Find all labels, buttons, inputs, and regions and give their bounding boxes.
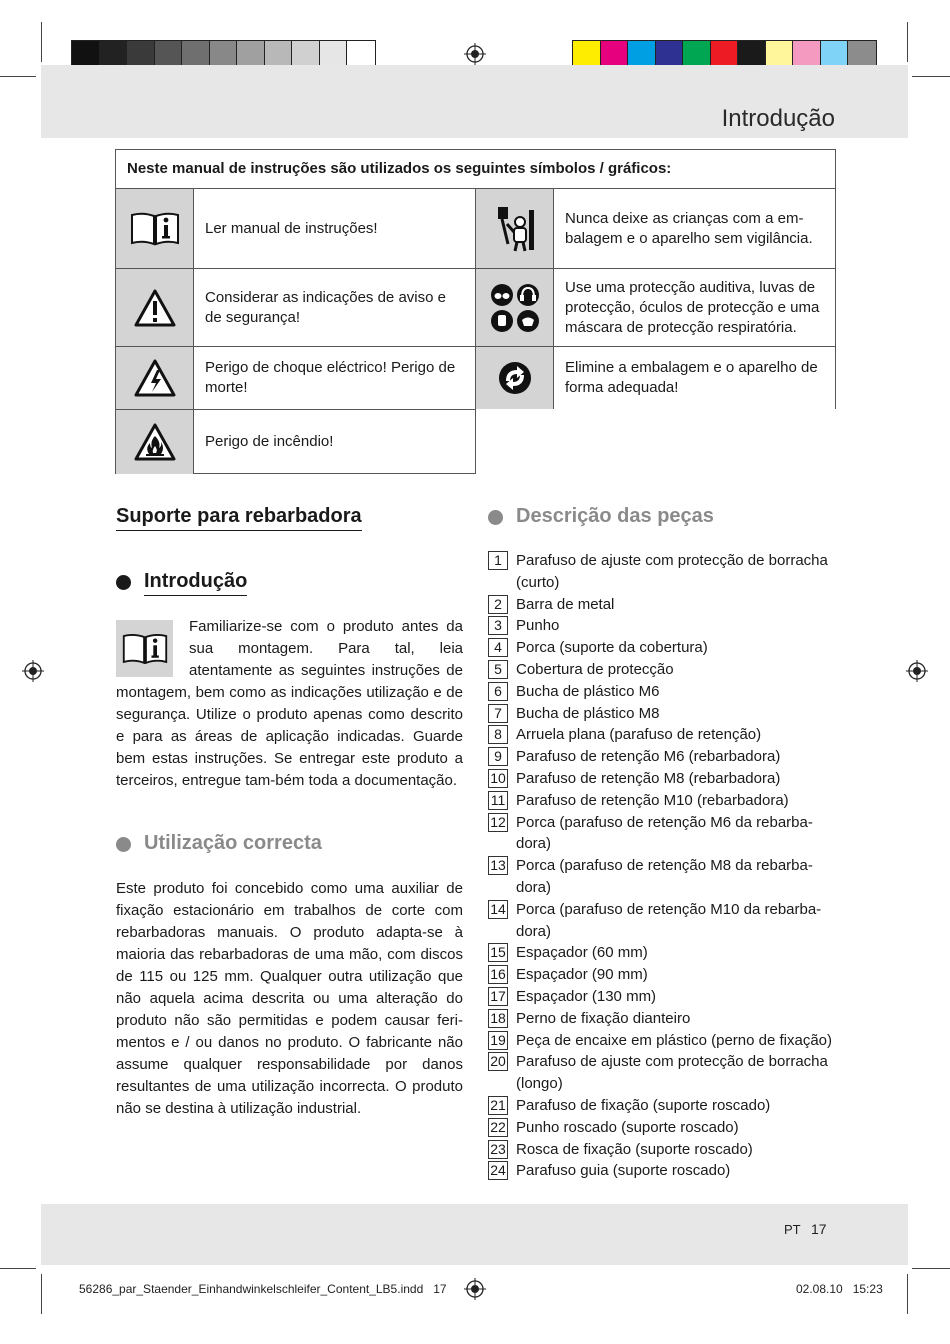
part-description: Parafuso de retenção M6 (rebarbadora)	[516, 748, 781, 766]
part-number: 15	[488, 943, 508, 962]
crop-mark	[912, 76, 950, 77]
part-description: Porca (parafuso de retenção M6 da rebarba-dora)	[516, 813, 813, 853]
child-warning-icon	[476, 189, 554, 268]
part-number: 6	[488, 682, 508, 701]
part-number: 16	[488, 965, 508, 984]
part-item	[488, 1008, 838, 1030]
part-number: 5	[488, 660, 508, 679]
bullet-icon	[116, 837, 131, 852]
part-description: Bucha de plástico M6	[516, 682, 660, 700]
registration-mark-icon	[22, 660, 44, 682]
part-description: Parafuso de retenção M10 (rebarbadora)	[516, 791, 789, 809]
symbol-cell-disposal	[476, 347, 835, 410]
part-item	[488, 986, 838, 1008]
footer-language: PT	[784, 1222, 801, 1237]
part-item	[488, 855, 838, 899]
part-item	[488, 899, 838, 943]
grey-swatch	[127, 41, 155, 67]
part-description: Perno de fixação dianteiro	[516, 1009, 691, 1027]
crop-mark	[41, 22, 42, 62]
part-item	[488, 1030, 838, 1052]
color-swatch	[573, 41, 601, 67]
bullet-icon	[116, 575, 131, 590]
color-swatch	[738, 41, 766, 67]
crop-mark	[0, 76, 36, 77]
part-description: Peça de encaixe em plástico (perno de fixação)	[516, 1031, 833, 1049]
part-item	[488, 812, 838, 856]
part-description: Parafuso de fixação (suporte roscado)	[516, 1096, 771, 1114]
page-title: Introdução	[721, 105, 835, 132]
part-item	[488, 615, 838, 637]
part-item	[488, 1051, 838, 1095]
warning-triangle-icon	[116, 269, 194, 346]
part-description: Porca (parafuso de retenção M10 da rebarba-dora)	[516, 900, 822, 940]
part-item	[488, 768, 838, 790]
symbol-description: Considerar as indicações de aviso e de segurança!	[205, 288, 446, 326]
part-item	[488, 1117, 838, 1139]
intro-heading: Introdução	[144, 570, 247, 596]
usage-heading: Utilização correcta	[144, 832, 322, 854]
part-description: Arruela plana (parafuso de retenção)	[516, 726, 762, 744]
symbol-description: Elimine a embalagem e o aparelho de forma adequada!	[565, 359, 818, 396]
crop-mark	[912, 1268, 950, 1269]
part-description: Espaçador (60 mm)	[516, 944, 648, 962]
part-number: 9	[488, 747, 508, 766]
part-description: Espaçador (90 mm)	[516, 966, 648, 984]
part-item	[488, 1095, 838, 1117]
part-number: 19	[488, 1031, 508, 1050]
part-number: 22	[488, 1118, 508, 1137]
electric-shock-icon	[116, 347, 194, 409]
part-description: Rosca de fixação (suporte roscado)	[516, 1140, 753, 1158]
part-number: 23	[488, 1140, 508, 1159]
color-swatch	[601, 41, 629, 67]
print-slug-filename: 56286_par_Staender_Einhandwinkelschleifer_Content_LB5.indd 17	[79, 1282, 447, 1296]
symbol-description: Perigo de choque eléctrico! Perigo de morte!	[205, 359, 456, 396]
symbol-cell-protection	[476, 269, 835, 347]
part-number: 20	[488, 1052, 508, 1071]
part-number: 11	[488, 791, 508, 810]
grey-swatch	[265, 41, 293, 67]
part-item	[488, 1139, 838, 1161]
part-number: 18	[488, 1009, 508, 1028]
crop-mark	[41, 1274, 42, 1314]
parts-list	[488, 550, 838, 1182]
symbol-description: Nunca deixe as crianças com a em-balagem e o aparelho sem vigilância.	[565, 209, 813, 247]
grey-swatch	[210, 41, 238, 67]
part-description: Barra de metal	[516, 595, 615, 613]
symbol-cell-electric	[116, 347, 476, 410]
part-description: Parafuso guia (suporte roscado)	[516, 1162, 731, 1180]
color-swatch	[766, 41, 794, 67]
part-number: 2	[488, 595, 508, 614]
part-number: 1	[488, 551, 508, 570]
footer-band	[41, 1204, 908, 1265]
part-description: Parafuso de ajuste com protecção de borracha (curto)	[516, 552, 828, 591]
protective-gear-icon	[476, 269, 554, 346]
part-number: 4	[488, 638, 508, 657]
bullet-icon	[488, 510, 503, 525]
part-description: Espaçador (130 mm)	[516, 987, 657, 1005]
registration-mark-icon	[464, 1278, 486, 1300]
table-empty-area	[476, 409, 838, 476]
fire-hazard-icon	[116, 410, 194, 474]
process-color-bar	[572, 40, 877, 68]
part-item	[488, 964, 838, 986]
symbol-cell-warning	[116, 269, 476, 347]
symbol-description: Ler manual de instruções!	[205, 219, 378, 237]
color-swatch	[683, 41, 711, 67]
color-swatch	[628, 41, 656, 67]
part-number: 10	[488, 769, 508, 788]
manual-book-icon	[116, 189, 194, 268]
part-item	[488, 1160, 838, 1182]
part-number: 12	[488, 813, 508, 832]
part-number: 8	[488, 725, 508, 744]
recycle-icon	[476, 347, 554, 409]
part-item	[488, 637, 838, 659]
part-number: 17	[488, 987, 508, 1006]
grey-swatch	[72, 41, 100, 67]
icon-float-spacer	[116, 616, 189, 680]
print-slug-date: 02.08.10 15:23	[796, 1282, 883, 1296]
section-title: Suporte para rebarbadora	[116, 505, 362, 531]
symbols-table-heading: Neste manual de instruções são utilizados os seguintes símbolos / gráficos:	[116, 150, 835, 189]
part-item	[488, 746, 838, 768]
grey-scale-bar	[71, 40, 376, 68]
grey-swatch	[182, 41, 210, 67]
registration-mark-icon	[906, 660, 928, 682]
intro-paragraph	[116, 616, 463, 792]
part-item	[488, 550, 838, 594]
registration-mark-icon	[464, 43, 486, 65]
part-description: Bucha de plástico M8	[516, 704, 660, 722]
part-number: 3	[488, 616, 508, 635]
part-description: Punho roscado (suporte roscado)	[516, 1118, 739, 1136]
part-item	[488, 790, 838, 812]
parts-heading: Descrição das peças	[516, 505, 714, 527]
symbol-cell-fire	[116, 410, 476, 474]
crop-mark	[0, 1268, 36, 1269]
color-swatch	[656, 41, 684, 67]
color-swatch	[793, 41, 821, 67]
symbol-cell-read-manual	[116, 189, 476, 269]
symbol-description: Perigo de incêndio!	[205, 433, 334, 450]
grey-swatch	[100, 41, 128, 67]
part-number: 13	[488, 856, 508, 875]
part-item	[488, 724, 838, 746]
grey-swatch	[320, 41, 348, 67]
symbol-description: Use uma protecção auditiva, luvas de protecção, óculos de protecção e uma máscara de protecção respiratória.	[565, 278, 820, 336]
part-item	[488, 659, 838, 681]
part-description: Porca (parafuso de retenção M8 da rebarba-dora)	[516, 857, 813, 896]
part-item	[488, 681, 838, 703]
color-swatch	[821, 41, 849, 67]
crop-mark	[907, 1274, 908, 1314]
part-description: Punho	[516, 617, 560, 635]
grey-swatch	[237, 41, 265, 67]
grey-swatch	[292, 41, 320, 67]
part-item	[488, 594, 838, 616]
part-item	[488, 942, 838, 964]
part-number: 21	[488, 1096, 508, 1115]
part-item	[488, 703, 838, 725]
part-description: Parafuso de retenção M8 (rebarbadora)	[516, 769, 781, 787]
symbol-cell-children	[476, 189, 835, 269]
grey-swatch	[155, 41, 183, 67]
part-description: Porca (suporte da cobertura)	[516, 639, 708, 657]
footer-page-number: 17	[811, 1221, 827, 1237]
part-number: 7	[488, 704, 508, 723]
part-description: Cobertura de protecção	[516, 660, 674, 678]
usage-paragraph: Este produto foi concebido como uma auxiliar de fixação estacionário em trabalhos de corte com rebarbadoras manuais. O produto adapta-se à maioria das rebarbadoras de uma mão, com discos de 115 ou 125 mm. Qualquer outra utilização que não aquela acima descrita ou uma alteração do produto não são permitidas e podem causar feri-mentos e / ou danos no produto. O fabricante não assume qualquer responsabilidade por danos resultantes de uma utilização incorrecta. O produto não se destina à utilização industrial.	[116, 880, 463, 1117]
part-description: Parafuso de ajuste com protecção de borracha (longo)	[516, 1053, 828, 1093]
color-swatch	[848, 41, 876, 67]
part-number: 24	[488, 1161, 508, 1180]
intro-text: Familiarize-se com o produto antes da sua montagem. Para tal, leia atentamente as seguintes instruções de montagem, bem como as indicações utilização e de segurança. Utilize o produto apenas como descrito e para as áreas de aplicação indicadas. Guarde bem estas instruções. Se entregar este produto a terceiros, entregue tam-bém toda a documentação.	[116, 618, 463, 789]
grey-swatch	[347, 41, 375, 67]
color-swatch	[711, 41, 739, 67]
part-number: 14	[488, 900, 508, 919]
crop-mark	[907, 22, 908, 62]
